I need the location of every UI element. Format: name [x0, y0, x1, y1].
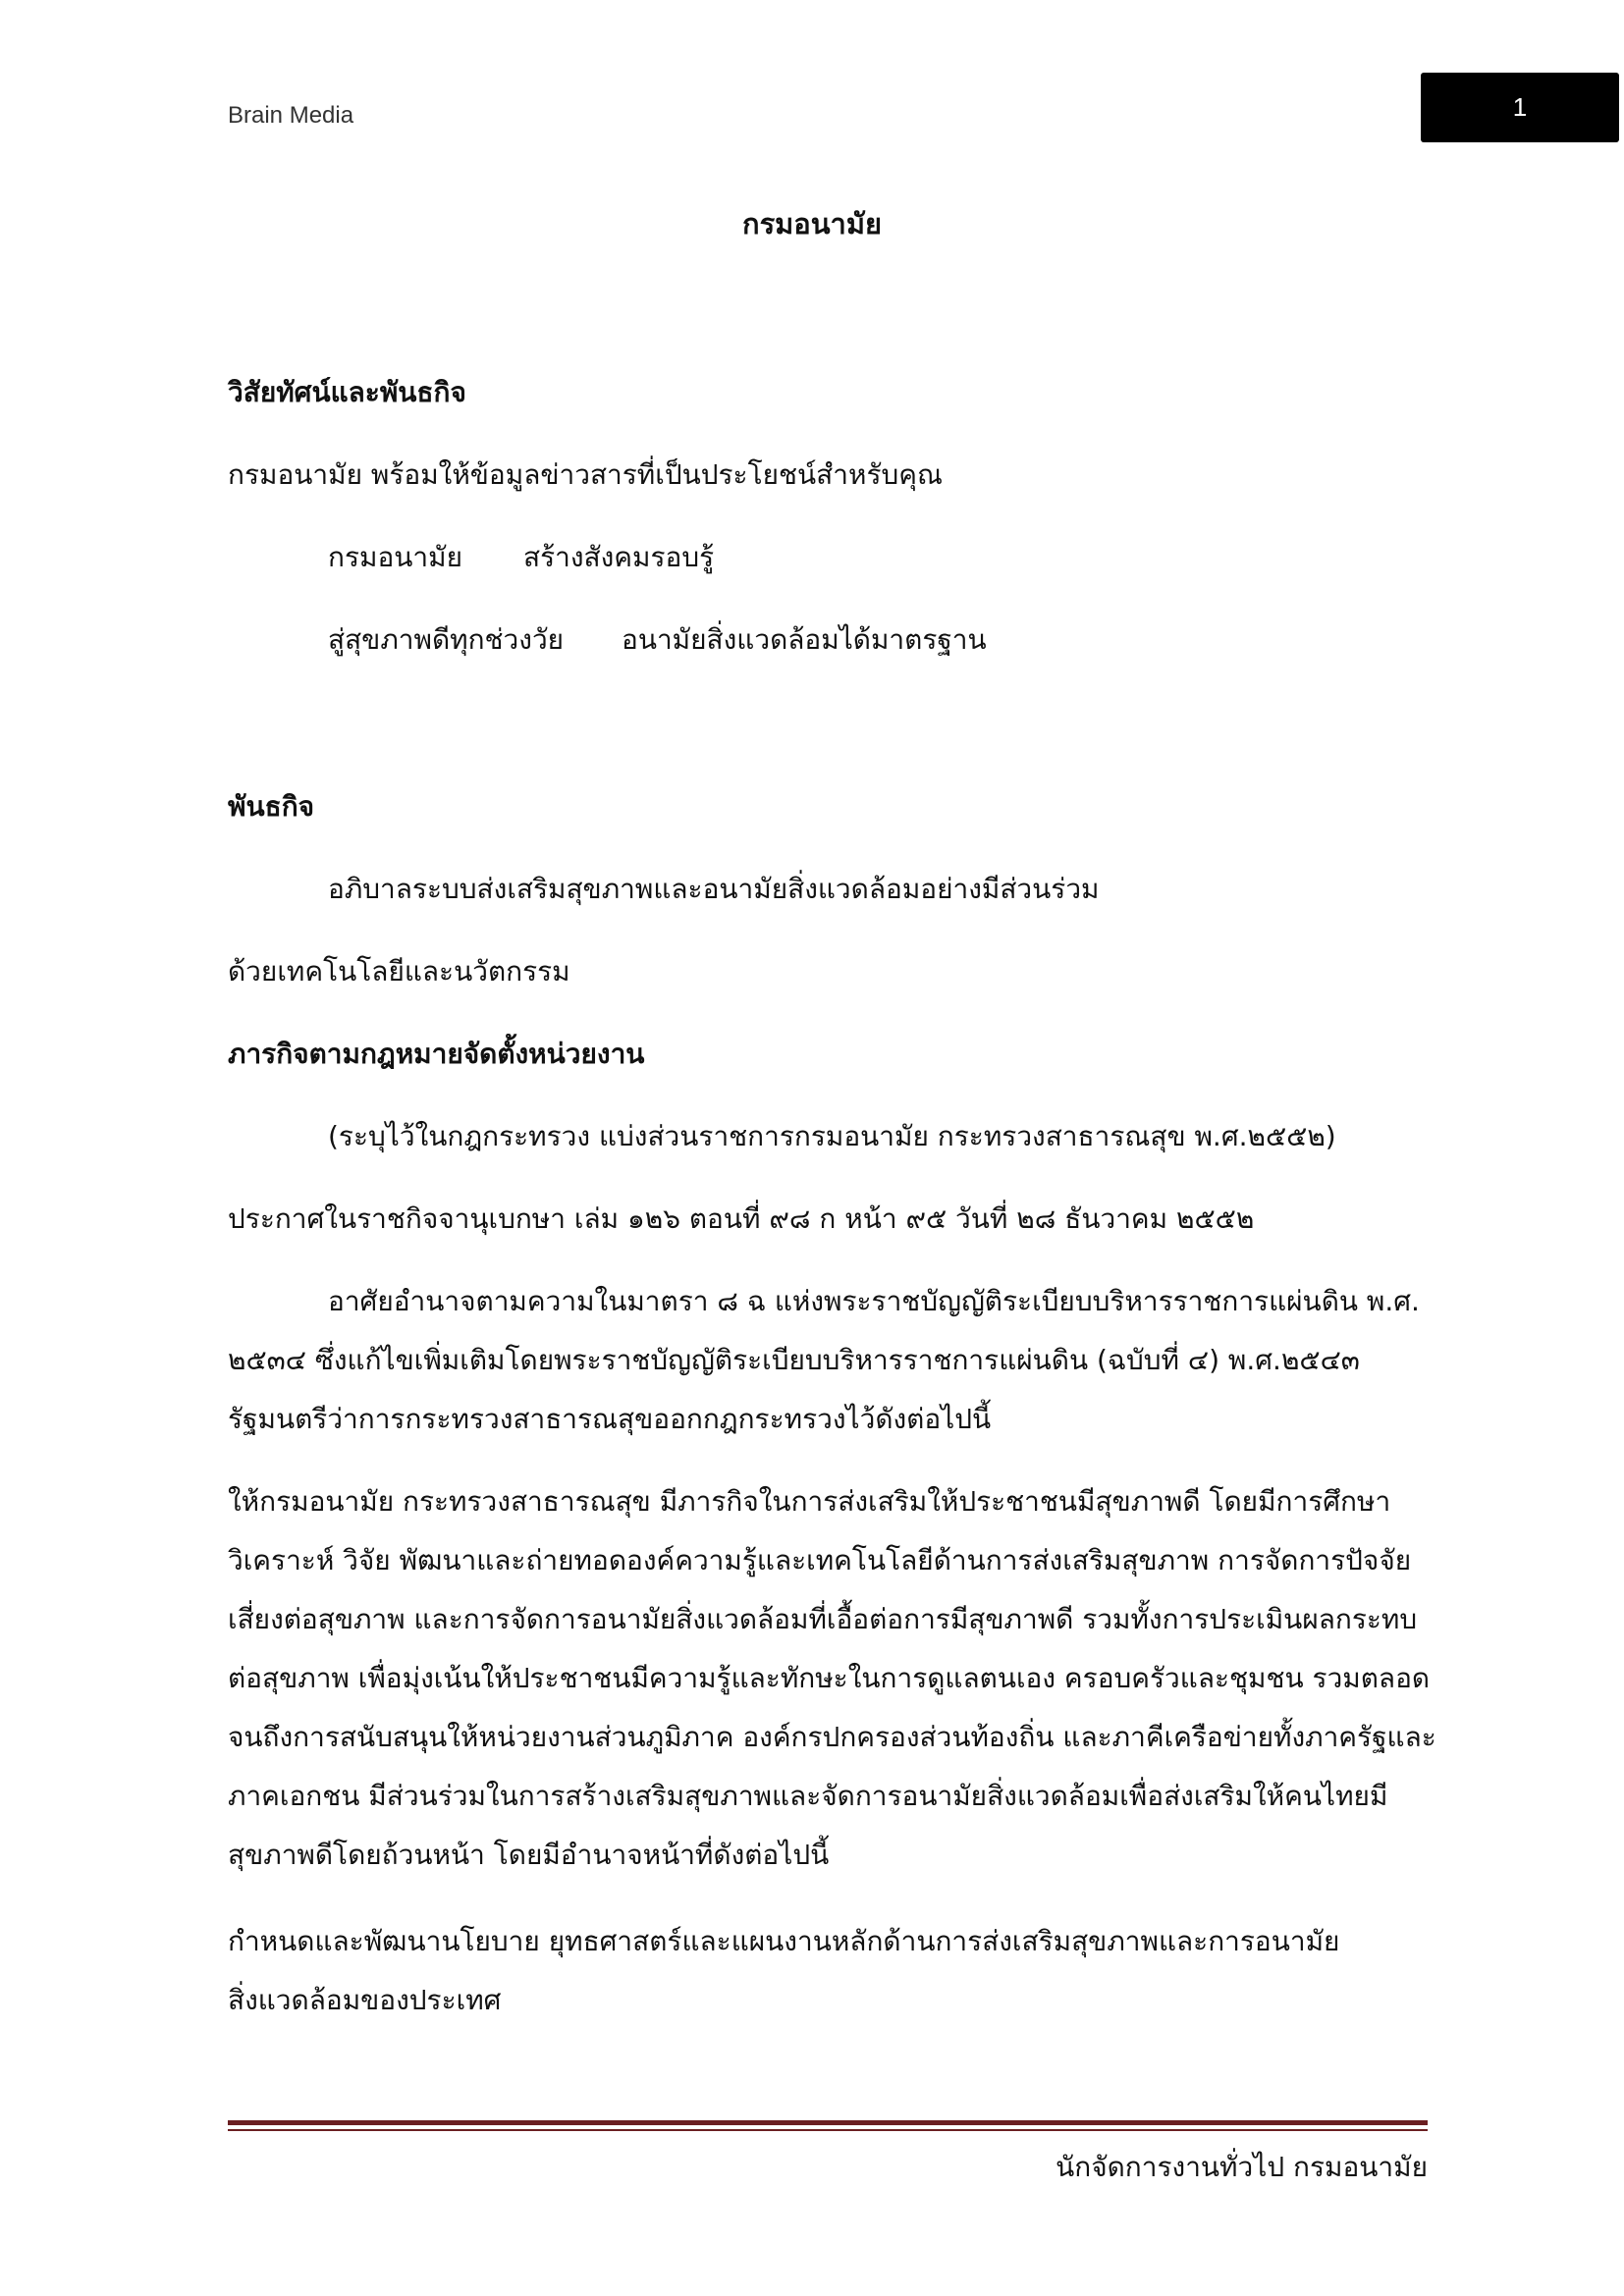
duties-line: ให้กรมอนามัย กระทรวงสาธารณสุข มีภารกิจในการส่งเสริมให้ประชาชนมีสุขภาพดี โดยมีการศึกษา	[228, 1485, 1391, 1518]
gazette-line: ประกาศในราชกิจจานุเบกษา เล่ม ๑๒๖ ตอนที่ ๙๘ ก หน้า ๙๕ วันที่ ๒๘ ธันวาคม ๒๕๕๒	[228, 1202, 1255, 1235]
mission-heading: พันธกิจ	[228, 790, 315, 823]
duties-line: สุขภาพดีโดยถ้วนหน้า โดยมีอำนาจหน้าที่ดังต่อไปนี้	[228, 1839, 830, 1871]
duties-line: วิเคราะห์ วิจัย พัฒนาและถ่ายทอดองค์ความรู้และเทคโนโลยีด้านการส่งเสริมสุขภาพ การจัดการปัจจัย	[228, 1544, 1412, 1576]
legal-heading: ภารกิจตามกฎหมายจัดตั้งหน่วยงาน	[228, 1038, 645, 1070]
vision-intro: กรมอนามัย พร้อมให้ข้อมูลข่าวสารที่เป็นประโยชน์สำหรับคุณ	[228, 458, 943, 491]
vision-line2-left: สู่สุขภาพดีทุกช่วงวัย	[328, 623, 565, 656]
footer-text: นักจัดการงานทั่วไป กรมอนามัย	[1056, 2151, 1428, 2183]
authority-line-3: รัฐมนตรีว่าการกระทรวงสาธารณสุขออกกฎกระทรวงไว้ดังต่อไปนี้	[228, 1403, 992, 1435]
footer-rule-thin	[228, 2129, 1428, 2131]
authority-line-1: อาศัยอำนาจตามความในมาตรา ๘ ฉ แห่งพระราชบัญญัติระเบียบบริหารราชการแผ่นดิน พ.ศ.	[328, 1285, 1420, 1317]
vision-line1-right: สร้างสังคมรอบรู้	[523, 541, 715, 573]
header-brand: Brain Media	[228, 102, 354, 129]
page-number-box	[1421, 73, 1619, 142]
mission-line1: อภิบาลระบบส่งเสริมสุขภาพและอนามัยสิ่งแวดล้อมอย่างมีส่วนร่วม	[328, 873, 1100, 905]
footer-rule-thick	[228, 2120, 1428, 2125]
page-number: 1	[1512, 92, 1528, 122]
duties-line: เสี่ยงต่อสุขภาพ และการจัดการอนามัยสิ่งแวดล้อมที่เอื้อต่อการมีสุขภาพดี รวมทั้งการประเมินผลกระทบ	[228, 1603, 1418, 1635]
duties-line: ภาคเอกชน มีส่วนร่วมในการสร้างเสริมสุขภาพและจัดการอนามัยสิ่งแวดล้อมเพื่อส่งเสริมให้คนไทยมี	[228, 1780, 1388, 1812]
duties-line: ต่อสุขภาพ เพื่อมุ่งเน้นให้ประชาชนมีความรู้และทักษะในการดูแลตนเอง ครอบครัวและชุมชน รวมตลอด	[228, 1662, 1431, 1694]
vision-line2-right: อนามัยสิ่งแวดล้อมได้มาตรฐาน	[622, 623, 987, 656]
duties-line: จนถึงการสนับสนุนให้หน่วยงานส่วนภูมิภาค องค์กรปกครองส่วนท้องถิ่น และภาคีเครือข่ายทั้งภาครัฐและ	[228, 1721, 1436, 1753]
legal-reference: (ระบุไว้ในกฎกระทรวง แบ่งส่วนราชการกรมอนามัย กระทรวงสาธารณสุข พ.ศ.๒๕๕๒)	[328, 1120, 1336, 1152]
vision-heading: วิสัยทัศน์และพันธกิจ	[228, 376, 466, 408]
policy-line-1: กำหนดและพัฒนานโยบาย ยุทธศาสตร์และแผนงานหลักด้านการส่งเสริมสุขภาพและการอนามัย	[228, 1925, 1340, 1957]
authority-line-2: ๒๕๓๔ ซึ่งแก้ไขเพิ่มเติมโดยพระราชบัญญัติระเบียบบริหารราชการแผ่นดิน (ฉบับที่ ๔) พ.ศ.๒๕๔๓	[228, 1344, 1360, 1376]
policy-line-2: สิ่งแวดล้อมของประเทศ	[228, 1984, 502, 2016]
document-title: กรมอนามัย	[742, 207, 882, 240]
vision-line1-left: กรมอนามัย	[328, 541, 462, 573]
mission-line2: ด้วยเทคโนโลยีและนวัตกรรม	[228, 955, 570, 988]
